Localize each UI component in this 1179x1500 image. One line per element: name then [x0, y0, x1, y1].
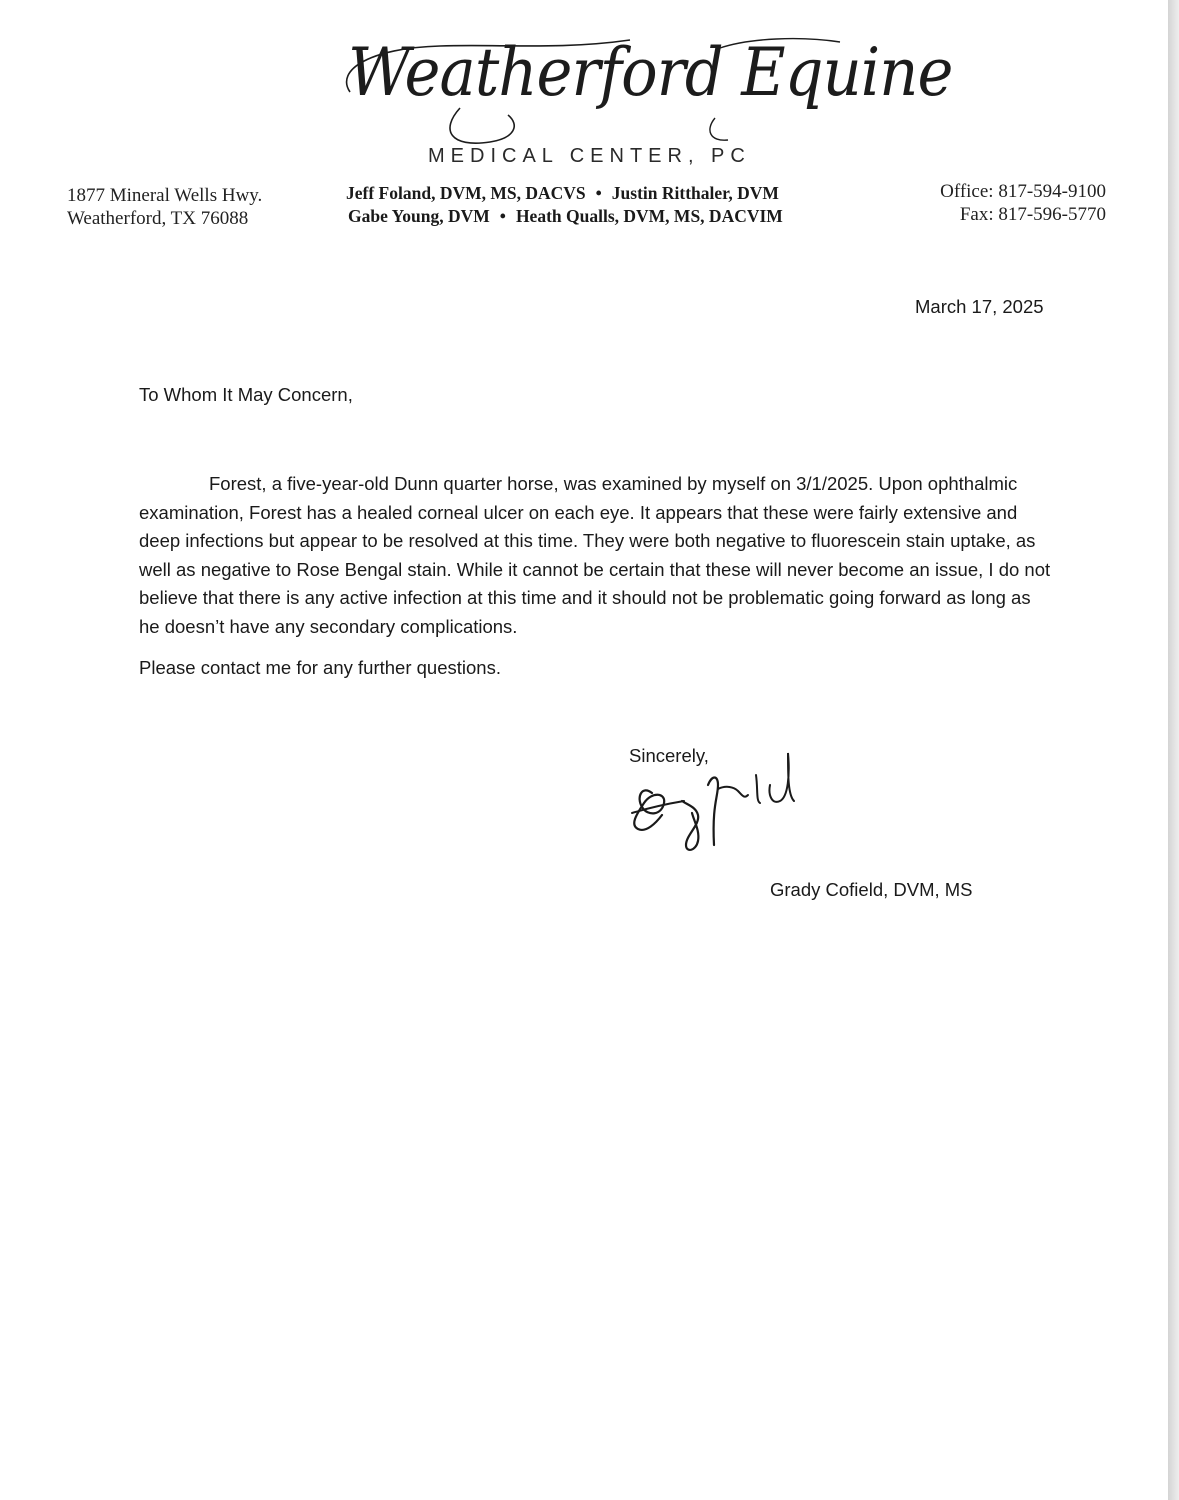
staff-name: Jeff Foland, DVM, MS, DACVS [346, 183, 586, 203]
clinic-phones [940, 180, 1106, 226]
letter-body-paragraph: Forest, a five-year-old Dunn quarter horse, was examined by myself on 3/1/2025. Upon ophthalmic examination, Forest has a healed corneal ulcer on each eye. It appears that these were fairly extensive and deep infections but appear to be resolved at this time. They were both negative to fluorescein stain uptake, as well as negative to Rose Bengal stain. While it cannot be certain that these will never become an issue, I do not believe that there is any active infection at this time and it should not be problematic going forward as long as he doesn’t have any secondary complications. [139, 473, 1051, 637]
address-line-1: 1877 Mineral Wells Hwy. [67, 185, 263, 206]
staff-line-2 [346, 205, 783, 228]
fax-number: Fax: 817-596-5770 [959, 204, 1106, 225]
staff-name: Gabe Young, DVM [348, 206, 490, 226]
sign-off: Sincerely, [629, 745, 709, 766]
logo-subtitle: MEDICAL CENTER, PC [428, 145, 751, 167]
page-edge-shadow [1168, 0, 1179, 1500]
salutation: To Whom It May Concern, [139, 384, 353, 405]
clinic-logo [330, 30, 953, 150]
handwritten-signature [622, 745, 802, 855]
letter-date: March 17, 2025 [915, 296, 1044, 317]
closing-line: Please contact me for any further questions. [139, 657, 501, 678]
staff-name: Justin Ritthaler, DVM [611, 183, 779, 203]
bullet-separator: • [595, 183, 602, 203]
signer-name: Grady Cofield, DVM, MS [770, 879, 973, 900]
logo-script-text: Weatherford Equine [348, 34, 953, 111]
address-line-2: Weatherford, TX 76088 [67, 208, 249, 229]
bullet-separator: • [499, 206, 506, 226]
staff-name: Heath Qualls, DVM, MS, DACVIM [515, 206, 783, 226]
clinic-address [67, 184, 262, 230]
office-phone: Office: 817-594-9100 [940, 181, 1106, 202]
staff-list [346, 182, 783, 228]
staff-line-1 [346, 182, 783, 205]
